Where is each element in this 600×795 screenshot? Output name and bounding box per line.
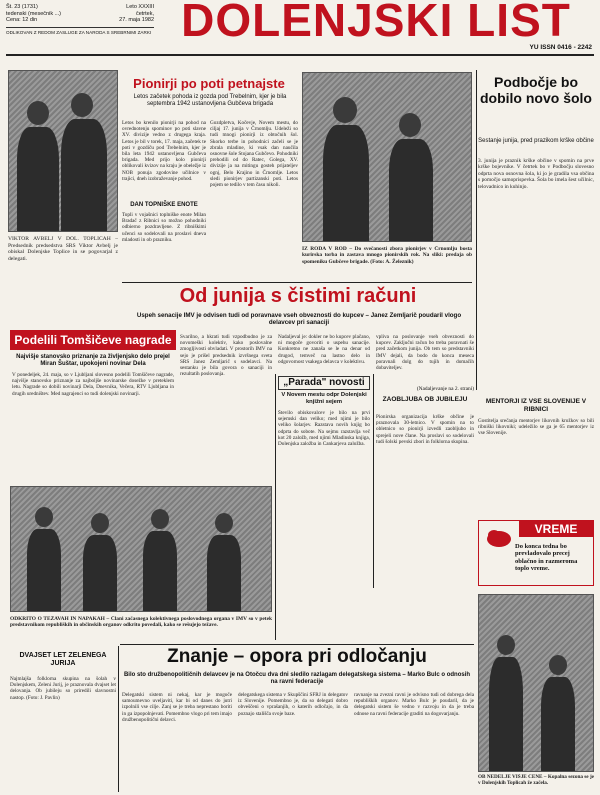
junij-lead: Uspeh senacije IMV je odvisen tudi od poravnave vseh obveznosti do kupcev – Janez Zemljarič poudaril vlogo delavcev pri sanaciji [136,312,462,327]
pionirji-headline: Pionirji po poti petnajste [133,76,285,91]
mentorji-body: Gostitelja srečanja mentorjev likovnih krožkov so bili ribniški likovniki; udeležilo se ga je 65 mentorjev iz vse Slovenije. [478,418,594,437]
junij-col2: Nadaljeval je: dokler ne bo kupcev plačano, ni mogoče govoriti o uspehu sanacije. Konkretno ne zanaša se le na denar od drugod, temveč na lastno delo in odgovornost vsakega delavca v kolektivu. [278,334,370,365]
frequency: tedenski (mesečnik ...) [6,10,62,17]
znanje-col1: Delegatski sistem ni nekaj, kar je mogoče samoumevno uveljaviti, kar bi od danes do jutri izpolnili vse cilje. Zanj se je treba neprestano boriti in ga izpopolnjevati. Pomembno vlogo pri tem imajo družbenopolitični delavci. [122,692,232,723]
zaobljuba-body: Pionirska organizacija krške občine je praznovala 30-letnico. V spomin na to obletnico so pionirji izvedli zaobljubo in sprejeli nove člane. Na proslavi so sodelovali tudi šolski pevski zbori in folklorna skupina. [376,414,474,445]
parada-body: Število obiskovalcev je bilo na prvi sejemski dan veliko; med njimi je bilo veliko šolarjev. Razstava novih knjig bo odprta do sobote. Na sejmu razstavlja več kot 20 založb, med njimi Mladinska knjiga, Dolenjska založba in Cankarjeva založba. [278,410,370,448]
masthead-rule [6,54,594,56]
weather-forecast: Do konca tedna bo prevladovalo precej oblačno in razmeroma toplo vreme. [515,543,578,573]
znanje-headline: Znanje – opora pri odločanju [167,646,427,667]
weather-cloud-icon [485,527,513,549]
avbelj-caption: VIKTOR AVBELJ V DOL. TOPLICAH – Predsednik predsedstva SRS Viktor Avbelj je obiskal Dolenjske Toplice in se pogovarjal z delegati. [8,236,118,263]
weather-label: VREME [519,521,593,537]
podbocje-headline: Podbočje bo dobilo novo šolo [480,74,592,106]
price: Cena: 12 din [6,17,38,24]
junij-col1: Svarilno, a hkrati tudi vzpodbudno je za novomeški kolektiv, kako poslovalne zmogljivosti obvladati. V prostorih IMV na sejo je prišel predsednik izvršnega sveta SRS Janez Zemljarič s sodelavci. Na sestanku je bila govora o sanaciji in rezultatih poslovanja. [180,334,272,378]
mentorji-headline: MENTORJI IZ VSE SLOVENIJE V RIBNICI [485,398,587,413]
dvajset-body: Najmlajša folklorna skupina na šolah v Dolenjskem, Zeleni Jurij, je praznovala dvajset let delovanja. Ob jubileju so priredili slavnostni nastop. (Foto: J. Pavlin) [10,676,116,701]
znanje-top-rule [120,644,474,645]
parada-sub: V Novem mestu odpr Dolenjski knjižni sejem [281,392,367,405]
podbocje-lead: Sestanje junija, pred prazikom krške občine [478,138,594,144]
znanje-lead: Bilo sto družbenopolitičnih delavcev je na Otočcu dva dni sledilo razlagam delegatskega sistema – Marko Bulc o odnosih na ravni federacije [123,672,471,685]
podbocje-body: 3. junija je praznik krške občine v spomin na prve krške bojevnike. V četrtek bo v Podbočju slovesno odprta nova osnovna šola, ki jo je gradila vsa občina s pomočjo samoprispevka. Šola bo imela šest učilnic, telovadnico in kuhinjo. [478,158,594,190]
pionirji-lead: Letos začetek pohoda iz gozda pod Trebelnim, kjer je bila septembra 1942 ustanovljena Gubčeva brigada [133,94,287,107]
parada-headline: „Parada" novosti [278,376,370,390]
dvajset-headline: DVAJSET LET ZELENEGA JURIJA [19,652,107,667]
issue-date: 27. maja 1982 [119,17,154,24]
junij-continued: (Nadaljevanje na 2. strani) [416,386,474,392]
junij-headline: Od junija s čistimi računi [179,285,417,307]
podbocje-rule [476,70,477,390]
mid-rule-2 [373,374,374,588]
masthead [6,0,594,52]
left-column-rule [118,646,119,792]
pionirji-col1b: Topli v vojašnici toplniške enote Milan Bradač z Ribnici so možno pohodniki odbierno pozdravljene. Z ribniškimi učenci so sodelovali na proslavi dneva mladosti in ob prazniku. [122,212,206,243]
tomsic-body: V ponedeljek, 24. maja, so v Ljubljani slovesno podelili Tomšičeve nagrade, najvišje stanovsko priznanje za najboljše novinarske dosežke v preteklem letu. Nagrade so dobili novinarji Dela, Dnevnika, Večera, RTV Ljubljana in drugih uredništev. Med nagrajenci so tudi dolenjski novinarji. [12,372,174,397]
masthead-info [6,4,154,52]
newspaper-title: DOLENJSKI LIST [181,0,571,42]
avbelj-photo [8,70,118,232]
issn: YU ISSN 0416 - 2242 [529,44,592,51]
znanje-col3: ravnanje na zvezni ravni je odvisno tudi od dobrega dela republiških organov. Marko Bulc je poudaril, da je delegatski sistem še vedno v razvoju in da je treba odnose na ravni federacije graditi na dogovarjanju. [354,692,474,717]
junij-top-rule [122,282,472,283]
pionirji-photo-caption: IZ RODA V ROD – Do svečanosti zbora pionirjev v Črnomlju bosta kurirska torba in zastava mnogo pionirskih rok. Na sliki: predaja ob spomeniku Gubčeve brigade. (Foto: A. Železnik) [302,246,472,265]
tomsic-lead: Najvišje stanovsko priznanje za življenjsko delo prejel Miran Šuštar, upokojeni novinar Dela [16,354,170,367]
imv-caption: ODKRITO O TEŽAVAH IN NAPAKAH – Člani začasnega kolektivnega poslovodnega organa v IMV so v petek predstavnikom republiških in občinskih organov odkrito povedali, kako se rešujejo težave. [10,616,272,629]
pionirji-photo [302,72,472,242]
znanje-col2: delegatskega sistema v Skupščini SFRJ in delegatov iz Slovenije. Pomembno je, da so delegati dobro obveščeni o vprašanjih, o katerih odločajo, in da poznajo stališča svoje baze. [238,692,348,717]
tomsic-headline: Podelili Tomšičeve nagrade [10,330,176,350]
pionirji-col1: Letos bo krenilo pionirji na pohod na ovrednotenju spominov po poti slavne XV. divizije vedno z drugega kraja. Letos je bil v torek, 17. maja, začetek te poti v gozdiču pod Trebelnim, kjer je bila leta 1942 ustanovljena Gubčeva brigada. Med prijo kolo pionirji oblikovali kvizov na kraju je obeležje iz NOB ponuja zgodovine učilnice v trajici, dneh izobraževanje pohod. [122,120,206,182]
pionirji-subhead: DAN TOPNIŠKE ENOTE [130,202,198,208]
pionirji-col2: Gozdpletva, Kočevje, Novem mestu, do ciljaj 17. junija v Črnomlju. Udeleži so tudi mnogi pionirji iz obtočnih šol. Skorko terbe in pohodnici začeli se je zbrala mladine, ki vsak dan naučila osnovne šole Stojana Gubčevo. Pohodniki prehodili od do Ratec, Golega, XV. divizije ja na mitingu gosteh prijateljev ognj, Belo Krajino in Črnomlje. Letos sledi pionirjev partizanski poti. Letos pojem se tedilo v tem času nikoli. [210,120,298,189]
issue-number: Št. 23 (1731) [6,4,38,10]
weather-box [478,520,594,586]
junij-col3: vpliva na poslovanje vseh obveznosti do kupcev. Zaključni račun bo treba poravnati še pred začetkom junija. Ob tem so predstavniki IMV dejali, da bodo do konca meseca poravnali dolg do tujih in domačih dobaviteljev. [376,334,474,372]
award-line: ODLIKOVAN Z REDOM ZASLUGE ZA NARODA S SREBRNIMI ZARKI [6,27,154,35]
issue-year: Leto XXXIII [126,4,154,10]
zaobljuba-headline: ZAOBLJUBA OB JUBILEJU [382,396,468,403]
mid-rule-1 [275,374,276,640]
toplice-photo [478,594,594,772]
imv-meeting-photo [10,486,272,612]
issue-day: četrtek, [135,10,154,17]
toplice-caption: OB NEDELJE VIŠJE CENE – Kopalna sezona se je v Dolenjskih Toplicah že začela. [478,774,594,786]
